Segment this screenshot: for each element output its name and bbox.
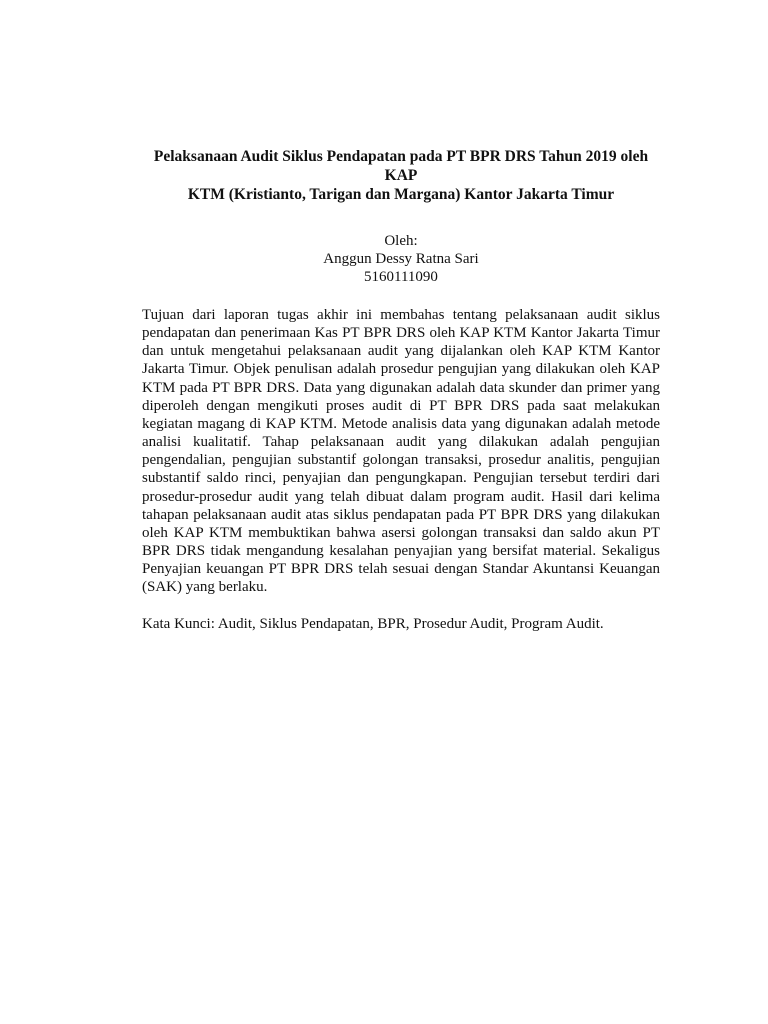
title-line: KTM (Kristianto, Tarigan dan Margana) Kantor Jakarta Timur xyxy=(187,186,615,203)
author-block xyxy=(142,232,660,286)
abstract-line: Penyajian keuangan PT BPR DRS telah sesuai dengan Standar Akuntansi Keuangan xyxy=(142,561,660,578)
abstract-line: substantif saldo rinci, penyajian dan pengungkapan. Pengujian tersebut terdiri dari xyxy=(142,470,660,487)
abstract-line: BPR DRS tidak mengandung kesalahan penyajian yang bersifat material. Sekaligus xyxy=(142,543,660,560)
abstract-line: diperoleh dengan mengikuti proses audit di PT BPR DRS pada saat melakukan xyxy=(142,397,660,414)
student-id: 5160111090 xyxy=(364,269,438,285)
abstract-line: kegiatan magang di KAP KTM. Metode analisis data yang digunakan adalah metode xyxy=(142,415,660,432)
abstract-line: pengendalian, pengujian substantif golongan transaksi, prosedur analitis, pengujian xyxy=(142,452,660,469)
by-label: Oleh: xyxy=(384,233,418,249)
page-title xyxy=(142,147,660,204)
abstract-line: analisi kualitatif. Tahap pelaksanaan audit yang dilakukan adalah pengujian xyxy=(142,434,660,451)
abstract-paragraph xyxy=(142,306,660,597)
keywords-line: Kata Kunci: Audit, Siklus Pendapatan, BPR, Prosedur Audit, Program Audit. xyxy=(142,615,604,632)
abstract-line: prosedur-prosedur audit yang telah dibuat dalam program audit. Hasil dari kelima xyxy=(142,488,660,505)
author-name: Anggun Dessy Ratna Sari xyxy=(323,251,479,267)
abstract-line: pendapatan dan penerimaan Kas PT BPR DRS oleh KAP KTM Kantor Jakarta Timur xyxy=(142,325,660,342)
abstract-line: Jakarta Timur. Objek penulisan adalah prosedur pengujian yang dilakukan oleh KAP xyxy=(142,361,660,378)
document-page xyxy=(142,147,660,633)
abstract-line: oleh KAP KTM membuktikan bahwa asersi golongan transaksi dan saldo akun PT xyxy=(142,524,660,541)
abstract-line: KTM pada PT BPR DRS. Data yang digunakan adalah data skunder dan primer yang xyxy=(142,379,660,396)
abstract-line: dan untuk mengetahui pelaksanaan audit yang dijalankan oleh KAP KTM Kantor xyxy=(142,343,660,360)
abstract-line: (SAK) yang berlaku. xyxy=(142,579,268,596)
abstract-line: Tujuan dari laporan tugas akhir ini membahas tentang pelaksanaan audit siklus xyxy=(142,307,660,323)
abstract-line: tahapan pelaksanaan audit atas siklus pendapatan pada PT BPR DRS yang dilakukan xyxy=(142,506,660,523)
title-line: Pelaksanaan Audit Siklus Pendapatan pada PT BPR DRS Tahun 2019 oleh KAP xyxy=(153,148,649,184)
